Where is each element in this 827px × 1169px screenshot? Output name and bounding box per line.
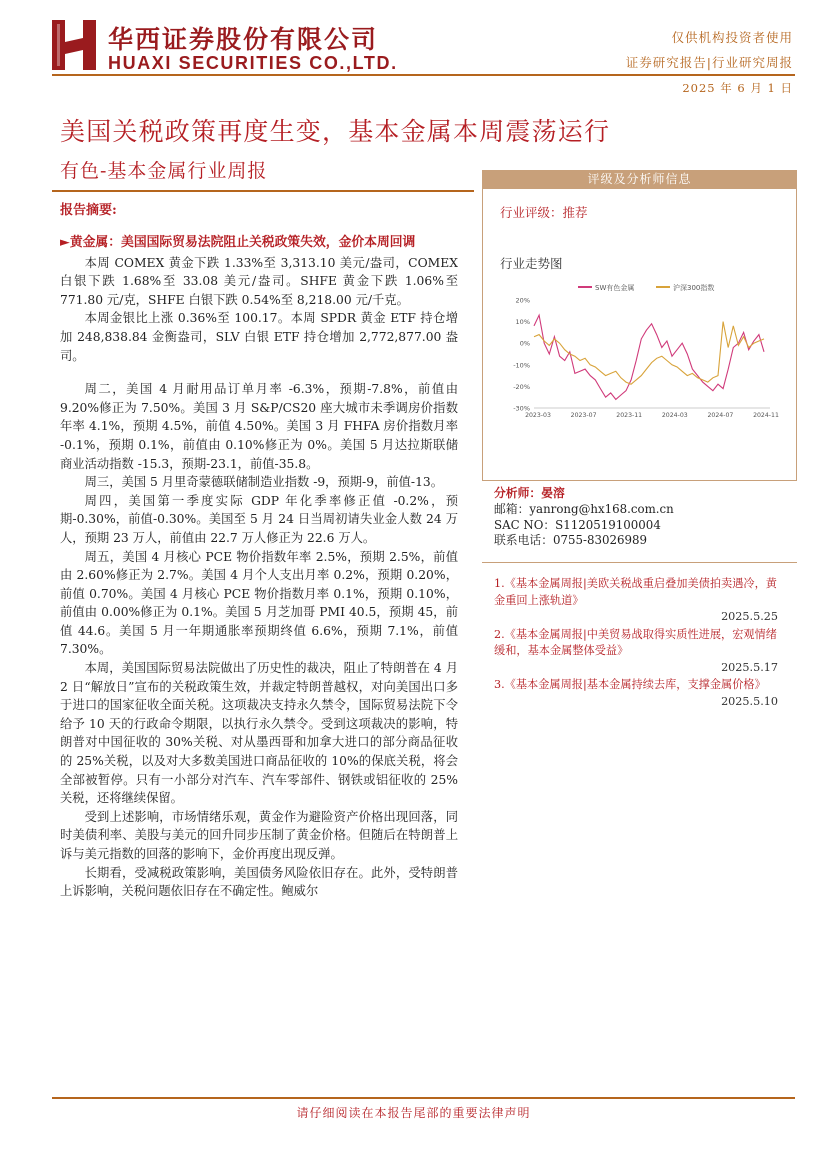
- y-tick-label: -30%: [513, 404, 530, 413]
- paragraph: 周二，美国 4 月耐用品订单月率 -6.3%，预期-7.8%，前值由 9.20%修正为 7.50%。美国 3 月 S&P/CS20 座大城市未季调房价指数年率 4.1%，预期 4.5%，前值 4.50%。美国 3 月 FHFA 房价指数月率 -0.1%，预期 0.1%，前值由 0.10%修正为 0%。美国 5 月达拉斯联储商业活动指数 -15.3，预期-23.1，前值-35.8。: [60, 382, 458, 471]
- report-category: 证券研究报告|行业研究周报: [625, 55, 793, 70]
- y-tick-label: -20%: [513, 382, 530, 391]
- paragraph: 本周 COMEX 黄金下跌 1.33%至 3,313.10 美元/盎司，COMEX 白银下跌 1.68%至 33.08 美元/盎司。SHFE 黄金下跌 1.06%至 771.80 元/克，SHFE 白银下跌 0.54%至 8,218.00 元/千克。: [60, 255, 458, 307]
- footer-divider: [52, 1097, 795, 1099]
- subtitle-divider: [52, 190, 474, 192]
- company-logo-icon: [52, 20, 96, 70]
- trend-chart-svg: [500, 276, 780, 426]
- legend-label: 沪深300指数: [673, 284, 715, 292]
- rating-box-title: 评级及分析师信息: [482, 170, 797, 189]
- analyst-sac: SAC NO：S1120519100004: [494, 517, 661, 532]
- related-report-date: 2025.5.17: [721, 660, 778, 674]
- analyst-email: 邮箱：yanrong@hx168.com.cn: [494, 501, 674, 516]
- x-tick-label: 2023-07: [570, 412, 597, 419]
- report-subtitle: 有色-基本金属行业周报: [60, 160, 268, 182]
- related-report-date: 2025.5.25: [721, 610, 778, 623]
- x-tick-label: 2024-03: [661, 412, 688, 419]
- related-report-date: 2025.5.10: [721, 694, 778, 708]
- analyst-info: [494, 486, 674, 549]
- footer-disclaimer: 请仔细阅读在本报告尾部的重要法律声明: [296, 1106, 531, 1120]
- related-report-item[interactable]: [494, 627, 778, 677]
- series-line: [534, 322, 764, 385]
- paragraph: 长期看，受减税政策影响，美国债务风险依旧存在。此外，受特朗普上诉影响，关税问题依旧存在不确定性。鲍威尔: [60, 865, 458, 899]
- company-name-en: HUAXI SECURITIES CO.,LTD.: [108, 53, 398, 73]
- paragraph: 周三，美国 5 月里奇蒙德联储制造业指数 -9，预期-9，前值-13。: [84, 475, 444, 490]
- report-date: 2025 年 6 月 1 日: [682, 81, 793, 95]
- industry-trend-chart: [500, 276, 780, 426]
- analyst-divider: [482, 480, 797, 481]
- x-tick-label: 2024-11: [753, 412, 779, 419]
- related-report-item[interactable]: [494, 576, 778, 626]
- paragraph: 周四，美国第一季度实际 GDP 年化季率修正值 -0.2%，预期-0.30%，前值-0.30%。美国至 5 月 24 日当周初请失业金人数 24 万人，预期 23 万人，前值由 22.7 万人修正为 22.6 万人。: [60, 493, 458, 545]
- paragraph: 受到上述影响，市场情绪乐观，黄金作为避险资产价格出现回落，同时美债利率、美股与美元的回升同步压制了黄金价格。但随后在特朗普上诉与美元指数的回落的影响下，金价再度出现反弹。: [60, 809, 458, 861]
- audience-notice: 仅供机构投资者使用: [671, 30, 793, 45]
- related-report-title: 2.《基本金属周报|中美贸易战取得实质性进展，宏观情绪缓和，基本金属整体受益》: [494, 627, 777, 657]
- y-tick-label: 10%: [515, 318, 530, 327]
- abstract-heading: 报告摘要:: [60, 203, 117, 218]
- company-name-cn: 华西证券股份有限公司: [108, 25, 379, 54]
- industry-rating: 行业评级：推荐: [500, 205, 588, 220]
- related-report-title: 1.《基本金属周报|美欧关税战重启叠加美债拍卖遇冷，黄金重回上涨轨道》: [494, 577, 777, 607]
- y-tick-label: 20%: [515, 296, 530, 305]
- related-report-title: 3.《基本金属周报|基本金属持续去库，支撑金属价格》: [494, 678, 766, 691]
- related-divider: [482, 562, 797, 563]
- paragraph: 本周，美国国际贸易法院做出了历史性的裁决，阻止了特朗普在 4 月 2 日“解放日”宣布的关税政策生效，并裁定特朗普越权，对向美国出口多于进口的国家征收全面关税。这项裁决支持永久禁令，国际贸易法院下令给予 10 天的行政命令期限，以执行永久禁令。受到这项裁决的影响，特朗普对中国征收的 30%关税、对从墨西哥和加拿大进口的部分商品征收的 25%关税，以及对大多数美国进口商品征收的 10%的保底关税，将会全部被暂停。只有一小部分对汽车、汽车零部件、钢铁或铝征收的 25%关税，还将继续保留。: [60, 661, 458, 806]
- trend-chart-label: 行业走势图: [500, 256, 563, 271]
- paragraph: 本周金银比上涨 0.36%至 100.17。本周 SPDR 黄金 ETF 持仓增加 248,838.84 金衡盎司，SLV 白银 ETF 持仓增加 2,772,877.00 盎司。: [60, 311, 458, 363]
- y-tick-label: -10%: [513, 361, 530, 370]
- x-tick-label: 2023-11: [616, 412, 643, 419]
- y-tick-label: 0%: [519, 339, 530, 348]
- analyst-name: 分析师：晏溶: [494, 486, 565, 500]
- related-reports: [494, 576, 778, 711]
- paragraph: 周五，美国 4 月核心 PCE 物价指数年率 2.5%，预期 2.5%，前值由 2.60%修正为 2.7%。美国 4 月个人支出月率 0.2%，预期 0.20%，前值 0.70%。美国 4 月核心 PCE 物价指数月率 0.1%，预期 0.10%，前值由 0.00%修正为 0.1%。美国 5 月芝加哥 PMI 40.5，预期 45，前值 44.6。美国 5 月一年期通胀率预期终值 6.6%，预期 7.1%，前值 7.30%。: [60, 549, 458, 657]
- section-heading-precious-metals: ►黄金属：美国国际贸易法院阻止关税政策失效，金价本周回调: [60, 234, 416, 250]
- legend-label: SW有色金属: [595, 284, 635, 292]
- x-tick-label: 2024-07: [707, 412, 734, 419]
- series-line: [534, 315, 764, 399]
- analyst-phone: 联系电话：0755-83026989: [494, 533, 648, 548]
- x-tick-label: 2023-03: [525, 412, 551, 419]
- related-report-item[interactable]: [494, 677, 778, 710]
- report-title: 美国关税政策再度生变，基本金属本周震荡运行: [60, 117, 611, 146]
- abstract-section: [60, 202, 458, 901]
- header-divider: [52, 74, 795, 76]
